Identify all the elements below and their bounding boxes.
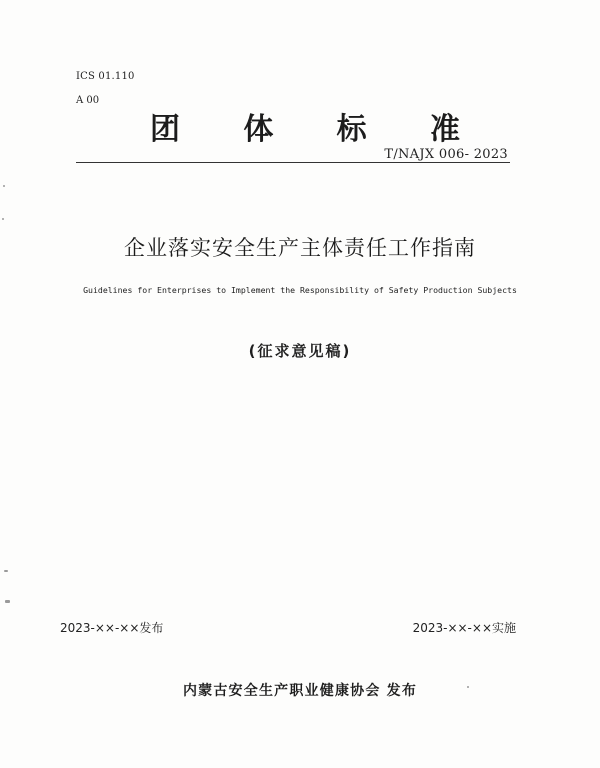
scan-speck — [5, 600, 10, 603]
standard-type-char: 体 — [243, 112, 274, 147]
scan-speck — [4, 570, 8, 572]
scan-speck — [2, 218, 4, 220]
document-title-cn: 企业落实安全生产主体责任工作指南 — [124, 236, 476, 260]
ics-code: ICS 01.110 — [76, 71, 135, 82]
document-title-en: Guidelines for Enterprises to Implement the Responsibility of Safety Production Subjects — [83, 285, 517, 295]
standard-type-char: 团 — [150, 112, 180, 147]
standard-number: T/NAJX 006- 2023 — [384, 147, 508, 162]
header-divider — [76, 162, 510, 163]
ccs-code: A 00 — [76, 95, 100, 106]
standard-type-heading — [150, 104, 460, 148]
implementation-date: 2023-××-××实施 — [412, 621, 516, 635]
publisher: 内蒙古安全生产职业健康协会 发布 — [182, 683, 418, 699]
draft-status: (征求意见稿) — [248, 342, 352, 360]
issue-date: 2023-××-××发布 — [60, 621, 164, 635]
scan-speck — [467, 686, 469, 688]
scan-speck — [3, 185, 5, 187]
standard-type-char: 准 — [429, 112, 460, 147]
standard-type-char: 标 — [336, 112, 367, 147]
